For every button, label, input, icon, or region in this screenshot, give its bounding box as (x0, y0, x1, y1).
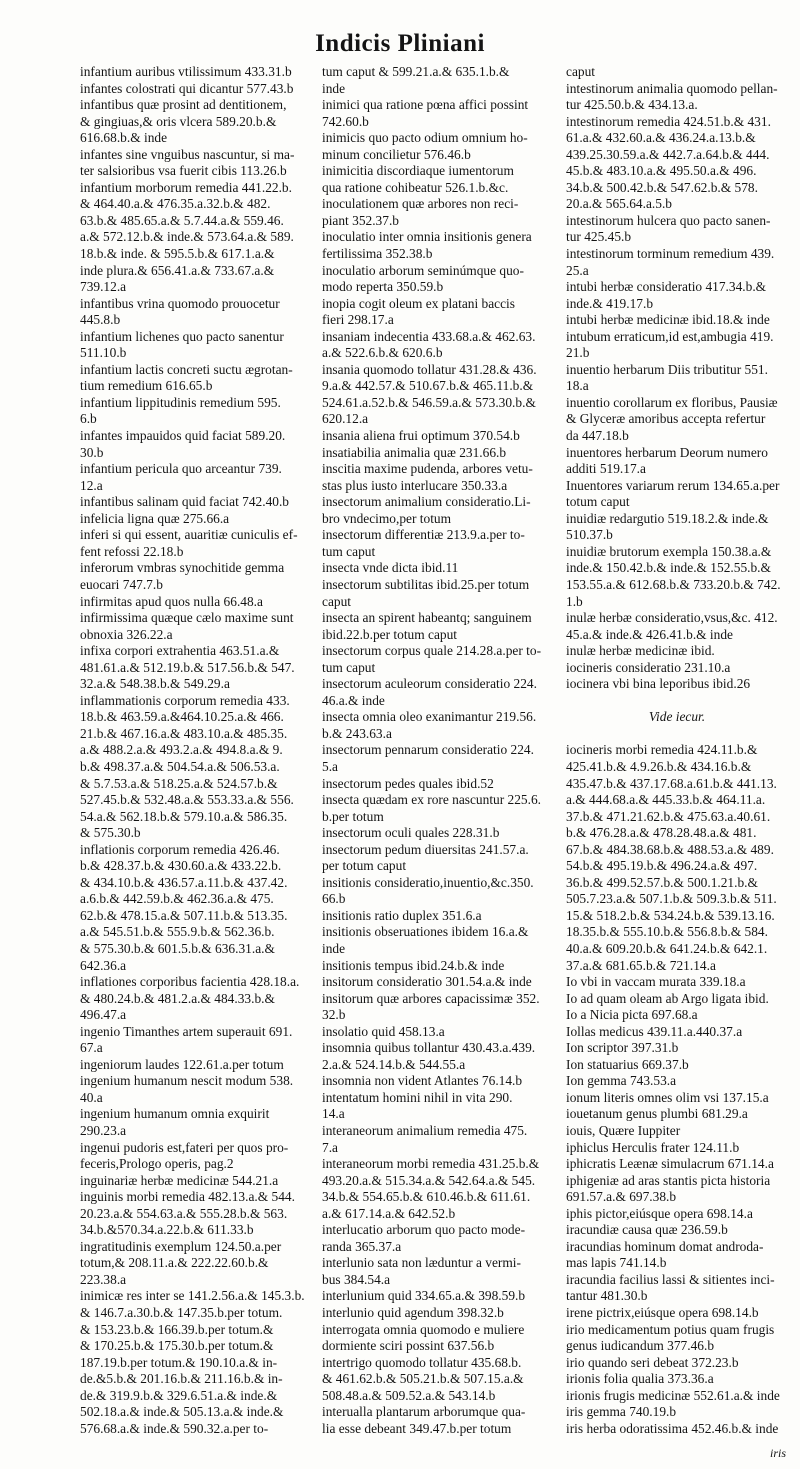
index-entry-line: 7.a (322, 1139, 338, 1155)
index-entry-line: insectorum pennarum consideratio 224. (322, 742, 534, 758)
index-entry-line: feceris,Prologo operis, pag.2 (80, 1156, 234, 1172)
index-entry-line: 620.12.a (322, 411, 369, 427)
index-entry-line: 62.b.& 478.15.a.& 507.11.b.& 513.35. (80, 907, 288, 923)
index-entry-line: ingeniorum laudes 122.61.a.per totum (80, 1056, 284, 1072)
index-entry-line: interlunio quid agendum 398.32.b (322, 1305, 504, 1321)
index-entry-line: da 447.18.b (566, 428, 629, 444)
index-entry-line: inde (322, 940, 346, 956)
index-entry-line: iouis, Quære Iuppiter (566, 1123, 681, 1138)
index-entry-line: & 461.62.b.& 505.21.b.& 507.15.a.& (322, 1371, 524, 1387)
index-entry-line: iracundiæ causa quæ 236.59.b (566, 1222, 728, 1238)
index-entry-line: ingratitudinis exemplum 124.50.a.per (80, 1238, 282, 1254)
index-entry-line: tium remedium 616.65.b (80, 378, 213, 394)
index-entry-line: genus iudicandum 377.46.b (566, 1338, 715, 1354)
index-entry-line: insitionis obseruationes ibidem 16.a.& (322, 924, 529, 940)
index-entry-line: irio medicamentum potius quam frugis (566, 1321, 775, 1337)
index-entry-line: per totum caput (322, 858, 407, 874)
index-entry-line: Inuentores variarum rerum 134.65.a.per (566, 477, 780, 493)
index-entry-line: 54.b.& 495.19.b.& 496.24.a.& 497. (566, 858, 758, 874)
index-entry-line: insectorum oculi quales 228.31.b (322, 825, 500, 841)
index-entry-line: 45.b.& 483.10.a.& 495.50.a.& 496. (566, 163, 757, 179)
index-entry-line: 18.35.b.& 555.10.b.& 556.8.b.& 584. (566, 924, 768, 940)
index-entry-line: & 480.24.b.& 481.2.a.& 484.33.b.& (80, 990, 275, 1006)
index-entry-line: 153.55.a.& 612.68.b.& 733.20.b.& 742. (566, 576, 781, 592)
index-entry-line: & 434.10.b.& 436.57.a.11.b.& 437.42. (80, 874, 288, 890)
index-entry-line: inoculatio inter omnia insitionis genera (322, 229, 532, 245)
index-entry-line: 34.b.& 500.42.b.& 547.62.b.& 578. (566, 179, 758, 195)
index-entry-line: Ion statuarius 669.37.b (566, 1056, 689, 1072)
index-entry-line: insectorum corpus quale 214.28.a.per to- (322, 643, 542, 659)
index-entry-line: 67.a (80, 1040, 103, 1056)
index-entry-line: 34.b.& 554.65.b.& 610.46.b.& 611.61. (322, 1189, 531, 1205)
index-entry-line: 32.a.& 548.38.b.& 549.29.a (80, 676, 230, 692)
index-entry-line: inguinis morbi remedia 482.13.a.& 544. (80, 1189, 295, 1205)
index-entry-line: insitionis tempus ibid.24.b.& inde (322, 957, 505, 973)
index-entry-line: 742.60.b (322, 113, 369, 129)
running-head: Indicis Pliniani (315, 30, 485, 57)
index-entry-line: 481.61.a.& 512.19.b.& 517.56.b.& 547. (80, 659, 295, 675)
index-entry-line: insatiabilia animalia quæ 231.66.b (322, 444, 507, 460)
index-entry-line: & 575.30.b.& 601.5.b.& 636.31.a.& (80, 940, 275, 956)
index-entry-line: obnoxia 326.22.a (80, 626, 173, 642)
index-column-right (566, 64, 788, 1437)
index-entry-line: inde.& 419.17.b (566, 295, 654, 311)
index-entry-line: 511.10.b (80, 345, 127, 361)
index-entry-line: ter salsioribus vsa fuerit cibis 113.26.b (80, 163, 287, 179)
catchword: iris (769, 1446, 786, 1460)
index-entry-line: inuentores herbarum Deorum numero (566, 444, 768, 460)
index-entry-line: inimici qua ratione pœna affici possint (322, 97, 529, 113)
index-entry-line: b.& 498.37.a.& 504.54.a.& 506.53.a. (80, 758, 280, 774)
index-entry-line: a.& 444.68.a.& 445.33.b.& 464.11.a. (566, 792, 766, 808)
index-entry-line: 6.b (80, 411, 97, 427)
index-entry-line: 5.a (322, 758, 338, 774)
index-entry-line: irio quando seri debeat 372.23.b (566, 1354, 739, 1370)
index-entry-line: dormiente sciri possint 637.56.b (322, 1338, 495, 1354)
index-entry-line: 25.a (566, 262, 589, 278)
index-entry-line: iphigeniæ ad aras stantis picta historia (566, 1172, 771, 1188)
index-entry-line: inulæ herbæ consideratio,vsus,&c. 412. (566, 610, 778, 626)
index-entry-line: inferi si qui essent, auaritiæ cuniculis ef- (80, 527, 298, 543)
index-entry-line: a.& 617.14.a.& 642.52.b (322, 1205, 456, 1221)
index-entry-line: 14.a (322, 1106, 345, 1122)
index-entry-line: insecta quædam ex rore nascuntur 225.6. (322, 792, 542, 808)
index-entry-line: inuentio herbarum Diis tributitur 551. (566, 361, 768, 377)
index-entry-line: insectorum pedes quales ibid.52 (322, 775, 494, 791)
index-entry-line: b.& 243.63.a (322, 725, 392, 741)
index-entry-line: minum concilietur 576.46.b (322, 146, 471, 162)
index-entry-line: intubum erraticum,id est,ambugia 419. (566, 328, 774, 344)
index-entry-line: Vide iecur. (648, 709, 706, 725)
index-entry-line: insectorum animalium consideratio.Li- (322, 494, 531, 510)
index-entry-line: additi 519.17.a (566, 461, 646, 477)
index-entry-line: 576.68.a.& inde.& 590.32.a.per to- (80, 1420, 269, 1436)
index-entry-line: 496.47.a (80, 1007, 127, 1023)
index-entry-line: & 153.23.b.& 166.39.b.per totum.& (80, 1321, 274, 1337)
index-entry-line: insecta vnde dicta ibid.11 (322, 560, 459, 576)
index-entry-line: inscitia maxime pudenda, arbores vetu- (322, 461, 533, 477)
index-entry-line: tur 425.45.b (566, 229, 632, 245)
index-entry-line: insania quomodo tollatur 431.28.& 436. (322, 361, 537, 377)
index-entry-line: interlunio sata non læduntur a vermi- (322, 1255, 521, 1271)
index-entry-line: infantium pericula quo arceantur 739. (80, 461, 282, 477)
index-entry-line: caput (322, 593, 351, 609)
index-entry-line: de.& 319.9.b.& 329.6.51.a.& inde.& (80, 1387, 278, 1403)
index-entry-line: inulæ herbæ medicinæ ibid. (566, 643, 715, 659)
index-entry-line: 527.45.b.& 532.48.a.& 553.33.a.& 556. (80, 792, 294, 808)
index-entry-line: qua ratione cohibeatur 526.1.b.&c. (322, 179, 509, 195)
index-entry-line: 37.a.& 681.65.b.& 721.14.a (566, 957, 716, 973)
index-entry-line: iocineris morbi remedia 424.11.b.& (566, 742, 758, 758)
index-entry-line: stas plus iusto interlucare 350.33.a (322, 477, 508, 493)
index-entry-line: interualla plantarum arborumque qua- (322, 1404, 526, 1420)
index-entry-line: intubi herbæ consideratio 417.34.b.& (566, 279, 767, 295)
index-entry-line: insecta an spirent habeantq; sanguinem (322, 610, 532, 626)
index-entry-line: 46.a.& inde (322, 692, 385, 708)
index-entry-line: 18.b.& 463.59.a.&464.10.25.a.& 466. (80, 709, 284, 725)
index-entry-line: infixa corpori extrahentia 463.51.a.& (80, 643, 280, 659)
index-entry-line: intestinorum torminum remedium 439. (566, 246, 775, 262)
index-entry-line: insaniam indecentia 433.68.a.& 462.63. (322, 328, 536, 344)
index-entry-line: infantium lippitudinis remedium 595. (80, 394, 281, 410)
index-entry-line: 642.36.a (80, 957, 127, 973)
index-entry-line: piant 352.37.b (322, 212, 399, 228)
index-entry-line: infantium morborum remedia 441.22.b. (80, 179, 292, 195)
index-entry-line: mas lapis 741.14.b (566, 1255, 667, 1271)
index-entry-line: 435.47.b.& 437.17.68.a.61.b.& 441.13. (566, 775, 777, 791)
index-entry-line: a.& 545.51.b.& 555.9.b.& 562.36.b. (80, 924, 275, 940)
index-entry-line: & gingiuas,& oris vlcera 589.20.b.& (80, 113, 277, 129)
index-entry-line: 20.a.& 565.64.a.5.b (566, 196, 672, 212)
index-entry-line: 45.a.& inde.& 426.41.b.& inde (566, 626, 733, 642)
index-entry-line: iris gemma 740.19.b (566, 1404, 677, 1420)
index-entry-line: tum caput (322, 659, 376, 675)
index-entry-line: iphiclus Herculis frater 124.11.b (566, 1139, 740, 1155)
index-entry-line: 34.b.&570.34.a.22.b.& 611.33.b (80, 1222, 254, 1238)
index-entry-line: Ion scriptor 397.31.b (566, 1040, 679, 1056)
index-entry-line: tum caput & 599.21.a.& 635.1.b.& (322, 64, 510, 79)
index-entry-line: inoculationem quæ arbores non reci- (322, 196, 519, 212)
index-entry-line: irionis folia qualia 373.36.a (566, 1371, 714, 1387)
index-entry-line: iphicratis Leænæ simulacrum 671.14.a (566, 1156, 774, 1172)
index-entry-line: 439.25.30.59.a.& 442.7.a.64.b.& 444. (566, 146, 770, 162)
index-entry-line: inflationes corporibus facientia 428.18.a. (80, 974, 300, 990)
index-entry-line: 40.a (80, 1089, 103, 1105)
index-entry-line: 223.38.a (80, 1271, 127, 1287)
index-entry-line: iracundias hominum domat androda- (566, 1238, 764, 1254)
index-entry-line: inuidiæ brutorum exempla 150.38.a.& (566, 543, 772, 559)
index-entry-line: & 5.7.53.a.& 518.25.a.& 524.57.b.& (80, 775, 278, 791)
index-entry-line: 502.18.a.& inde.& 505.13.a.& inde.& (80, 1404, 284, 1420)
index-entry-line: a.& 572.12.b.& inde.& 573.64.a.& 589. (80, 229, 294, 245)
index-entry-line: intertrigo quomodo tollatur 435.68.b. (322, 1354, 522, 1370)
index-entry-line: 616.68.b.& inde (80, 130, 168, 146)
index-entry-line: 12.a (80, 477, 103, 493)
index-entry-line: fent refossi 22.18.b (80, 543, 184, 559)
index-entry-line: b.& 476.28.a.& 478.28.48.a.& 481. (566, 825, 757, 841)
index-column-middle (322, 64, 562, 1437)
index-entry-line: inferorum vmbras synochitide gemma (80, 560, 285, 576)
index-entry-line: intentatum homini nihil in vita 290. (322, 1089, 513, 1105)
index-entry-line: infantium lichenes quo pacto sanentur (80, 328, 284, 344)
index-entry-line: interaneorum animalium remedia 475. (322, 1123, 528, 1138)
index-entry-line: irene pictrix,eiúsque opera 698.14.b (566, 1305, 759, 1321)
index-entry-line: 493.20.a.& 515.34.a.& 542.64.a.& 545. (322, 1172, 536, 1188)
index-entry-line: iris herba odoratissima 452.46.b.& inde (566, 1420, 779, 1436)
index-entry-line: modo reperta 350.59.b (322, 279, 444, 295)
index-entry-line: infantes sine vnguibus nascuntur, si ma- (80, 146, 295, 162)
index-entry-line: inimicis quo pacto odium omnium ho- (322, 130, 528, 146)
index-entry-line: intestinorum animalia quomodo pellan- (566, 80, 778, 96)
index-entry-line: 21.b (566, 345, 590, 361)
index-entry-line: 445.8.b (80, 312, 121, 328)
index-entry-line: a.6.b.& 442.59.b.& 462.36.a.& 475. (80, 891, 274, 907)
index-entry-line: insectorum aculeorum consideratio 224. (322, 676, 537, 692)
index-entry-line: Io vbi in vaccam murata 339.18.a (566, 974, 746, 990)
index-entry-line: lia esse debeant 349.47.b.per totum (322, 1420, 512, 1436)
index-entry-line: & 575.30.b (80, 825, 141, 841)
index-entry-line: Iollas medicus 439.11.a.440.37.a (566, 1023, 743, 1039)
index-entry-line: intestinorum remedia 424.51.b.& 431. (566, 113, 771, 129)
index-entry-line: infantes impauidos quid faciat 589.20. (80, 428, 286, 444)
index-entry-line: 187.19.b.per totum.& 190.10.a.& in- (80, 1354, 278, 1370)
index-entry-line: inuentio corollarum ex floribus, Pausiæ (566, 394, 778, 410)
index-entry-line: & 464.40.a.& 476.35.a.32.b.& 482. (80, 196, 271, 212)
index-entry-line: b.& 428.37.b.& 430.60.a.& 433.22.b. (80, 858, 282, 874)
index-entry-line: insomnia non vident Atlantes 76.14.b (322, 1073, 523, 1089)
index-entry-line: de.&5.b.& 201.16.b.& 211.16.b.& in- (80, 1371, 283, 1387)
index-entry-line: 36.b.& 499.52.57.b.& 500.1.21.b.& (566, 874, 758, 890)
index-entry-line: Io ad quam oleam ab Argo ligata ibid. (566, 990, 769, 1006)
index-entry-line: inimicitia discordiaque iumentorum (322, 163, 514, 179)
index-entry-line: & 146.7.a.30.b.& 147.35.b.per totum. (80, 1305, 283, 1321)
index-entry-line: 37.b.& 471.21.62.b.& 475.63.a.40.61. (566, 808, 771, 824)
index-entry-line: 54.a.& 562.18.b.& 579.10.a.& 586.35. (80, 808, 288, 824)
index-entry-line: euocari 747.7.b (80, 576, 163, 592)
index-entry-line: 61.a.& 432.60.a.& 436.24.a.13.b.& (566, 130, 756, 146)
index-entry-line: inoculatio arborum seminúmque quo- (322, 262, 524, 278)
index-entry-line: a.& 522.6.b.& 620.6.b (322, 345, 443, 361)
index-entry-line: insolatio quid 458.13.a (322, 1023, 445, 1039)
index-entry-line: infantibus salinam quid faciat 742.40.b (80, 494, 289, 510)
index-entry-line: 425.41.b.& 4.9.26.b.& 434.16.b.& (566, 758, 752, 774)
index-entry-line: 505.7.23.a.& 507.1.b.& 509.3.b.& 511. (566, 891, 777, 907)
index-entry-line: infantium auribus vtilissimum 433.31.b (80, 64, 292, 79)
index-entry-line: insecta omnia oleo exanimantur 219.56. (322, 709, 537, 725)
index-entry-line: infelicia ligna quæ 275.66.a (80, 510, 230, 526)
index-entry-line: insectorum pedum diuersitas 241.57.a. (322, 841, 529, 857)
index-entry-line: randa 365.37.a (322, 1238, 402, 1254)
index-entry-line: ingenium humanum nescit modum 538. (80, 1073, 294, 1089)
index-entry-line: infantibus quæ prosint ad dentitionem, (80, 97, 287, 113)
index-entry-line: 18.b.& inde. & 595.5.b.& 617.1.a.& (80, 246, 275, 262)
index-entry-line: iracundia facilius lassi & sitientes inci- (566, 1271, 775, 1287)
index-entry-line: inimicæ res inter se 141.2.56.a.& 145.3.b. (80, 1288, 305, 1304)
index-entry-line: 15.& 518.2.b.& 534.24.b.& 539.13.16. (566, 907, 775, 923)
index-entry-line: fieri 298.17.a (322, 312, 394, 328)
index-entry-line: 21.b.& 467.16.a.& 483.10.a.& 485.35. (80, 725, 288, 741)
index-entry-line: & Glyceræ amoribus accepta refertur (566, 411, 766, 427)
index-entry-line: ibid.22.b.per totum caput (322, 626, 457, 642)
index-entry-line: a.& 488.2.a.& 493.2.a.& 494.8.a.& 9. (80, 742, 283, 758)
index-entry-line: 32.b (322, 1007, 346, 1023)
index-entry-line: insectorum differentiæ 213.9.a.per to- (322, 527, 525, 543)
index-entry-line: iouetanum genus plumbi 681.29.a (566, 1106, 748, 1122)
index-entry-line: b.per totum (322, 808, 384, 824)
index-entry-line: ingenui pudoris est,fateri per quos pro- (80, 1139, 289, 1155)
index-entry-line: ingenium humanum omnia exquirit (80, 1106, 270, 1122)
index-entry-line: infirmitas apud quos nulla 66.48.a (80, 593, 263, 609)
index-entry-line: 40.a.& 609.20.b.& 641.24.b.& 642.1. (566, 940, 768, 956)
index-entry-line: tum caput (322, 543, 376, 559)
index-entry-line: inguinariæ herbæ medicinæ 544.21.a (80, 1172, 279, 1188)
index-column-left (80, 64, 320, 1437)
index-entry-line: 524.61.a.52.b.& 546.59.a.& 573.30.b.& (322, 394, 536, 410)
index-entry-line: tantur 481.30.b (566, 1288, 648, 1304)
index-entry-line (566, 693, 788, 710)
index-entry-line: inopia cogit oleum ex platani baccis (322, 295, 515, 311)
index-entry-line: intestinorum hulcera quo pacto sanen- (566, 212, 771, 228)
index-entry-line: 290.23.a (80, 1123, 127, 1138)
index-entry-line: infantes colostrati qui dicantur 577.43.b (80, 80, 294, 96)
index-entry-line: 67.b.& 484.38.68.b.& 488.53.a.& 489. (566, 841, 774, 857)
index-entry-line: 510.37.b (566, 527, 613, 543)
index-entry-line: insania aliena frui optimum 370.54.b (322, 428, 520, 444)
index-entry-line: inde (322, 80, 346, 96)
index-entry-line: interlucatio arborum quo pacto mode- (322, 1222, 526, 1238)
index-entry-line: 63.b.& 485.65.a.& 5.7.44.a.& 559.46. (80, 212, 284, 228)
index-entry-line: inflationis corporum remedia 426.46. (80, 841, 280, 857)
index-entry-line: interlunium quid 334.65.a.& 398.59.b (322, 1288, 526, 1304)
index-entry-line: interaneorum morbi remedia 431.25.b.& (322, 1156, 540, 1172)
index-entry-line: 9.a.& 442.57.& 510.67.b.& 465.11.b.& (322, 378, 534, 394)
index-entry-line: tur 425.50.b.& 434.13.a. (566, 97, 698, 113)
index-entry-line: 2.a.& 524.14.b.& 544.55.a (322, 1056, 466, 1072)
index-entry-line: totum,& 208.11.a.& 222.22.60.b.& (80, 1255, 269, 1271)
index-entry-line: inuidiæ redargutio 519.18.2.& inde.& (566, 510, 769, 526)
index-entry-line: inde.& 150.42.b.& inde.& 152.55.b.& (566, 560, 771, 576)
index-entry-line: inde plura.& 656.41.a.& 733.67.a.& (80, 262, 275, 278)
index-entry-line: 1.b (566, 593, 583, 609)
index-entry-line: caput (566, 64, 595, 79)
index-entry-line: 20.23.a.& 554.63.a.& 555.28.b.& 563. (80, 1205, 288, 1221)
index-entry-line: insectorum subtilitas ibid.25.per totum (322, 576, 530, 592)
index-entry-line: intubi herbæ medicinæ ibid.18.& inde (566, 312, 770, 328)
index-entry-line: ionum literis omnes olim vsi 137.15.a (566, 1089, 769, 1105)
index-entry-line: 691.57.a.& 697.38.b (566, 1189, 677, 1205)
index-entry-line: insomnia quibus tollantur 430.43.a.439. (322, 1040, 536, 1056)
index-entry-line: totum caput (566, 494, 630, 510)
index-entry-line: Ion gemma 743.53.a (566, 1073, 677, 1089)
index-entry-line: 739.12.a (80, 279, 127, 295)
index-entry-line: insitorum quæ arbores capacissimæ 352. (322, 990, 540, 1006)
index-entry-line: insitorum consideratio 301.54.a.& inde (322, 974, 532, 990)
index-entry-line: infirmissima quæque cælo maxime sunt (80, 610, 294, 626)
index-entry-line (566, 726, 788, 743)
index-entry-line: bro vndecimo,per totum (322, 510, 452, 526)
index-entry-line: 18.a (566, 378, 589, 394)
index-entry-line: 508.48.a.& 509.52.a.& 543.14.b (322, 1387, 496, 1403)
index-entry-line: irionis frugis medicinæ 552.61.a.& inde (566, 1387, 780, 1403)
index-entry-line: infantibus vrina quomodo prouocetur (80, 295, 280, 311)
index-entry-line: inflammationis corporum remedia 433. (80, 692, 290, 708)
index-entry-line: insitionis ratio duplex 351.6.a (322, 907, 482, 923)
index-entry-line: insitionis consideratio,inuentio,&c.350. (322, 874, 534, 890)
index-entry-line: infantium lactis concreti suctu ægrotan- (80, 361, 293, 377)
index-entry-line: 30.b (80, 444, 104, 460)
index-entry-line: Io a Nicia picta 697.68.a (566, 1007, 698, 1023)
index-entry-line: ingenio Timanthes artem superauit 691. (80, 1023, 293, 1039)
index-entry-line: iocinera vbi bina leporibus ibid.26 (566, 676, 751, 692)
index-entry-line: iocineris consideratio 231.10.a (566, 659, 731, 675)
index-entry-line: fertilissima 352.38.b (322, 246, 433, 262)
index-entry-line: interrogata omnia quomodo e muliere (322, 1321, 525, 1337)
index-entry-line: bus 384.54.a (322, 1271, 391, 1287)
index-entry-line: 66.b (322, 891, 346, 907)
index-entry-line: & 170.25.b.& 175.30.b.per totum.& (80, 1338, 274, 1354)
index-entry-line: iphis pictor,eiúsque opera 698.14.a (566, 1205, 753, 1221)
